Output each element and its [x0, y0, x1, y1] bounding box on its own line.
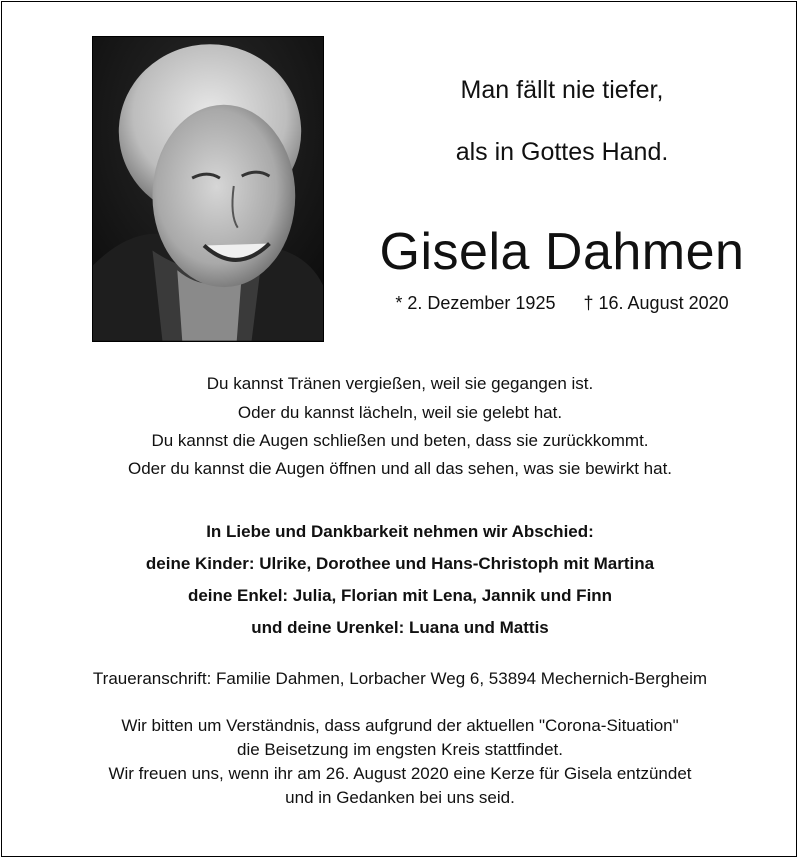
- notice-line: Wir freuen uns, wenn ihr am 26. August 2020 eine Kerze für Gisela entzündet: [108, 764, 692, 783]
- birth-date: * 2. Dezember 1925: [395, 293, 556, 313]
- mourners-intro: In Liebe und Dankbarkeit nehmen wir Abschied:: [206, 522, 594, 541]
- poem-line: Oder du kannst lächeln, weil sie gelebt hat.: [237, 403, 563, 422]
- mourners-great-grandchildren: und deine Urenkel: Luana und Mattis: [251, 618, 549, 637]
- poem-line: Du kannst die Augen schließen und beten, dass sie zurückkommt.: [151, 431, 649, 450]
- notice-line: und in Gedanken bei uns seid.: [285, 788, 515, 807]
- poem-line: Oder du kannst die Augen öffnen und all das sehen, was sie bewirkt hat.: [127, 459, 673, 478]
- portrait-photo: [92, 36, 324, 342]
- deceased-name: Gisela Dahmen: [379, 223, 745, 281]
- motto-line-2: als in Gottes Hand.: [455, 138, 669, 166]
- notice-line: Wir bitten um Verständnis, dass aufgrund der aktuellen "Corona-Situation": [121, 716, 679, 735]
- mourning-address: Traueranschrift: Familie Dahmen, Lorbacher Weg 6, 53894 Mechernich-Bergheim: [92, 669, 708, 688]
- life-dates: [352, 293, 772, 314]
- death-date: † 16. August 2020: [583, 293, 729, 313]
- mourners-children: deine Kinder: Ulrike, Dorothee und Hans-Christoph mit Martina: [145, 554, 655, 573]
- notice-line: die Beisetzung im engsten Kreis stattfindet.: [236, 740, 563, 759]
- motto-line-1: Man fällt nie tiefer,: [460, 76, 664, 104]
- mourners-grandchildren: deine Enkel: Julia, Florian mit Lena, Jannik und Finn: [187, 586, 613, 605]
- poem-line: Du kannst Tränen vergießen, weil sie gegangen ist.: [206, 374, 594, 393]
